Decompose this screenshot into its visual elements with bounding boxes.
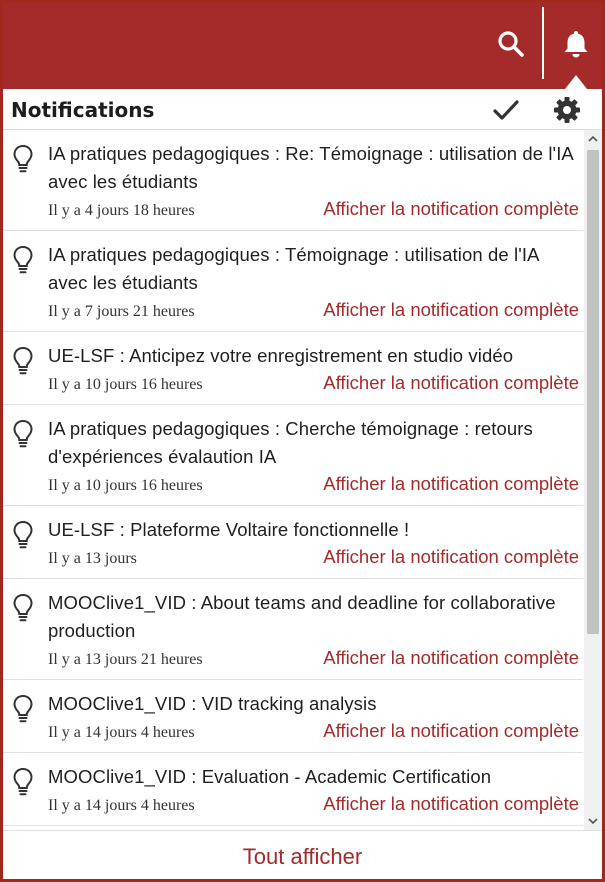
notification-meta xyxy=(48,546,579,570)
lightbulb-icon xyxy=(11,419,35,449)
notification-timestamp: Il y a 14 jours 4 heures xyxy=(48,797,195,814)
notification-timestamp: Il y a 4 jours 18 heures xyxy=(48,202,195,219)
notification-item[interactable] xyxy=(3,579,583,680)
notification-timestamp: Il y a 7 jours 21 heures xyxy=(48,303,195,320)
lightbulb-icon xyxy=(11,346,35,376)
notification-list xyxy=(3,130,583,830)
scrollbar-thumb[interactable] xyxy=(587,150,599,634)
notification-timestamp: Il y a 13 jours 21 heures xyxy=(48,651,203,668)
panel-footer xyxy=(3,830,602,882)
notification-item[interactable] xyxy=(3,332,583,405)
lightbulb-icon xyxy=(11,767,35,797)
notification-timestamp: Il y a 14 jours 4 heures xyxy=(48,724,195,741)
panel-header xyxy=(3,89,602,130)
lightbulb-icon xyxy=(11,593,35,623)
notification-item[interactable] xyxy=(3,405,583,506)
see-all-link[interactable]: Tout afficher xyxy=(242,844,363,869)
view-full-notification-link[interactable]: Afficher la notification complète xyxy=(323,372,579,393)
notification-timestamp: Il y a 10 jours 16 heures xyxy=(48,477,203,494)
check-icon[interactable] xyxy=(493,98,519,122)
notification-item[interactable] xyxy=(3,506,583,579)
notification-subject[interactable]: UE-LSF : Anticipez votre enregistrement en studio vidéo xyxy=(48,345,514,366)
navbar-divider xyxy=(542,7,544,79)
view-full-notification-link[interactable]: Afficher la notification complète xyxy=(323,546,579,567)
notification-subject[interactable]: MOOClive1_VID : About teams and deadline for collaborative production xyxy=(48,592,556,641)
notification-subject[interactable]: MOOClive1_VID : Evaluation - Academic Certification xyxy=(48,766,492,787)
panel-title: Notifications xyxy=(11,98,155,122)
view-full-notification-link[interactable]: Afficher la notification complète xyxy=(323,299,579,320)
view-full-notification-link[interactable]: Afficher la notification complète xyxy=(323,198,579,219)
view-full-notification-link[interactable]: Afficher la notification complète xyxy=(323,793,579,814)
notification-item[interactable] xyxy=(3,753,583,826)
lightbulb-icon xyxy=(11,694,35,724)
view-full-notification-link[interactable]: Afficher la notification complète xyxy=(323,473,579,494)
search-icon[interactable] xyxy=(497,30,525,58)
scrollbar[interactable] xyxy=(584,130,602,830)
notification-subject[interactable]: IA pratiques pedagogiques : Témoignage : utilisation de l'IA avec les étudiants xyxy=(48,244,539,293)
notification-meta xyxy=(48,793,579,817)
notification-meta xyxy=(48,299,579,323)
notification-item[interactable] xyxy=(3,130,583,231)
bell-icon[interactable] xyxy=(563,29,589,59)
notification-item[interactable] xyxy=(3,231,583,332)
gear-icon[interactable] xyxy=(553,96,581,124)
notification-meta xyxy=(48,647,579,671)
notification-meta xyxy=(48,372,579,396)
popover-caret xyxy=(565,75,587,89)
notification-meta xyxy=(48,720,579,744)
notification-timestamp: Il y a 10 jours 16 heures xyxy=(48,376,203,393)
notification-meta xyxy=(48,198,579,222)
notification-subject[interactable]: UE-LSF : Plateforme Voltaire fonctionnelle ! xyxy=(48,519,410,540)
notification-meta xyxy=(48,473,579,497)
notification-subject[interactable]: IA pratiques pedagogiques : Cherche témoignage : retours d'expériences évalaution IA xyxy=(48,418,533,467)
notification-timestamp: Il y a 13 jours xyxy=(48,550,137,567)
view-full-notification-link[interactable]: Afficher la notification complète xyxy=(323,647,579,668)
scroll-up-icon[interactable] xyxy=(588,134,598,144)
notification-subject[interactable]: IA pratiques pedagogiques : Re: Témoignage : utilisation de l'IA avec les étudiants xyxy=(48,143,573,192)
view-full-notification-link[interactable]: Afficher la notification complète xyxy=(323,720,579,741)
lightbulb-icon xyxy=(11,520,35,550)
lightbulb-icon xyxy=(11,144,35,174)
notification-item[interactable] xyxy=(3,680,583,753)
top-navbar xyxy=(3,3,602,89)
scroll-down-icon[interactable] xyxy=(588,816,598,826)
notification-subject[interactable]: MOOClive1_VID : VID tracking analysis xyxy=(48,693,377,714)
lightbulb-icon xyxy=(11,245,35,275)
